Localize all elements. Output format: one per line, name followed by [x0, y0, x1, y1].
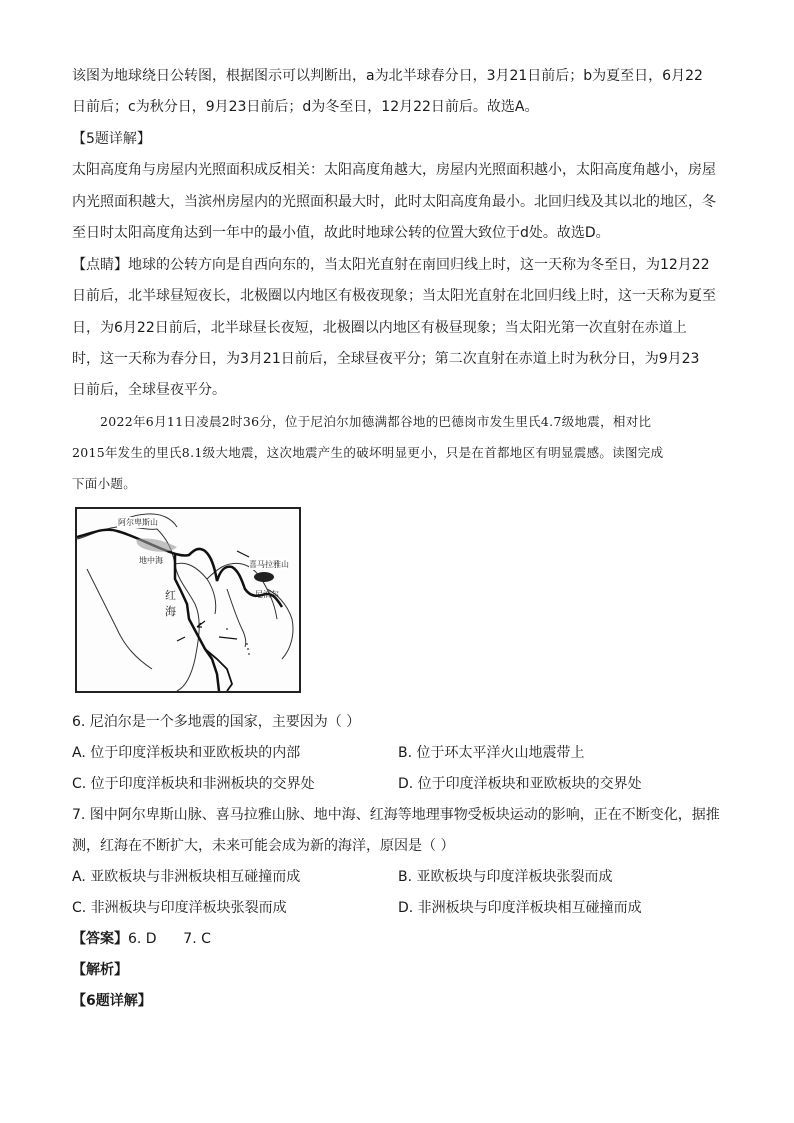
paragraph-line: 时，这一天称为春分日，为3月21日前后，全球昼夜平分；第二次直射在赤道上时为秋分日，为9月23 [72, 351, 700, 367]
answer-label: 【答案】 [72, 931, 128, 947]
passage-line: 2022年6月11日凌晨2时36分，位于尼泊尔加德满都谷地的巴德岗市发生里氏4.7级地震，相对比 [100, 414, 652, 429]
map-drawing [77, 509, 299, 691]
red-sea-label-2: 海 [165, 605, 176, 618]
q6-option-b: B. 位于环太平洋火山地震带上 [398, 745, 585, 761]
plate-boundary-map [75, 507, 301, 693]
himalaya-label: 喜马拉雅山 [249, 560, 289, 569]
q6-option-c: C. 位于印度洋板块和非洲板块的交界处 [72, 776, 315, 792]
paragraph-line: 【点睛】地球的公转方向是自西向东的，当太阳光直射在南回归线上时，这一天称为冬至日，为12月22 [72, 257, 710, 273]
passage-line: 2015年发生的里氏8.1级大地震，这次地震产生的破坏明显更小，只是在首都地区有明显震感。读图完成 [72, 445, 664, 460]
nepal-label: 尼泊尔 [255, 590, 279, 599]
mediterranean-label: 地中海 [139, 556, 163, 565]
q7-option-b: B. 亚欧板块与印度洋板块张裂而成 [398, 869, 613, 885]
alps-label: 阿尔卑斯山 [118, 518, 158, 527]
section-heading: 【6题详解】 [72, 993, 152, 1009]
answer-line [72, 929, 722, 949]
question-7-stem: 测，红海在不断扩大，未来可能会成为新的海洋，原因是（ ） [72, 838, 455, 854]
q7-option-d: D. 非洲板块与印度洋板块相互碰撞而成 [398, 900, 642, 916]
q7-option-c: C. 非洲板块与印度洋板块张裂而成 [72, 900, 287, 916]
q6-option-d: D. 位于印度洋板块和亚欧板块的交界处 [398, 776, 642, 792]
paragraph-line: 内光照面积越大，当滨州房屋内的光照面积最大时，此时太阳高度角最小。北回归线及其以北的地区，冬 [72, 194, 716, 210]
paragraph-line: 日，为6月22日前后，北半球昼长夜短，北极圈以内地区有极昼现象；当太阳光第一次直射在赤道上 [72, 320, 687, 336]
paragraph-line: 至日时太阳高度角达到一年中的最小值，故此时地球公转的位置大致位于d处。故选D。 [72, 225, 610, 241]
paragraph-line: 日前后；c为秋分日，9月23日前后；d为冬至日，12月22日前后。故选A。 [72, 99, 539, 115]
paragraph-line: 太阳高度角与房屋内光照面积成反相关：太阳高度角越大，房屋内光照面积越小，太阳高度角越小，房屋 [72, 162, 716, 178]
passage-line: 下面小题。 [72, 476, 137, 491]
analysis-heading: 【解析】 [72, 962, 128, 978]
paragraph-line: 日前后，北半球昼短夜长，北极圈以内地区有极夜现象；当太阳光直射在北回归线上时，这一天称为夏至 [72, 288, 716, 304]
question-6-stem: 6. 尼泊尔是一个多地震的国家，主要因为（ ） [72, 714, 361, 730]
paragraph-line: 日前后，全球昼夜平分。 [72, 382, 226, 398]
q6-option-a: A. 位于印度洋板块和亚欧板块的内部 [72, 745, 301, 761]
q7-option-a: A. 亚欧板块与非洲板块相互碰撞而成 [72, 869, 301, 885]
section-heading: 【5题详解】 [72, 131, 151, 147]
red-sea-label-1: 红 [165, 589, 176, 602]
question-7-stem: 7. 图中阿尔卑斯山脉、喜马拉雅山脉、地中海、红海等地理事物受板块运动的影响，正在不断变化，据推 [72, 807, 720, 823]
paragraph-line: 该图为地球绕日公转图，根据图示可以判断出，a为北半球春分日，3月21日前后；b为夏至日，6月22 [72, 68, 703, 84]
answer-value: 6. D 7. C [128, 931, 211, 947]
nepal-marker [254, 572, 274, 582]
